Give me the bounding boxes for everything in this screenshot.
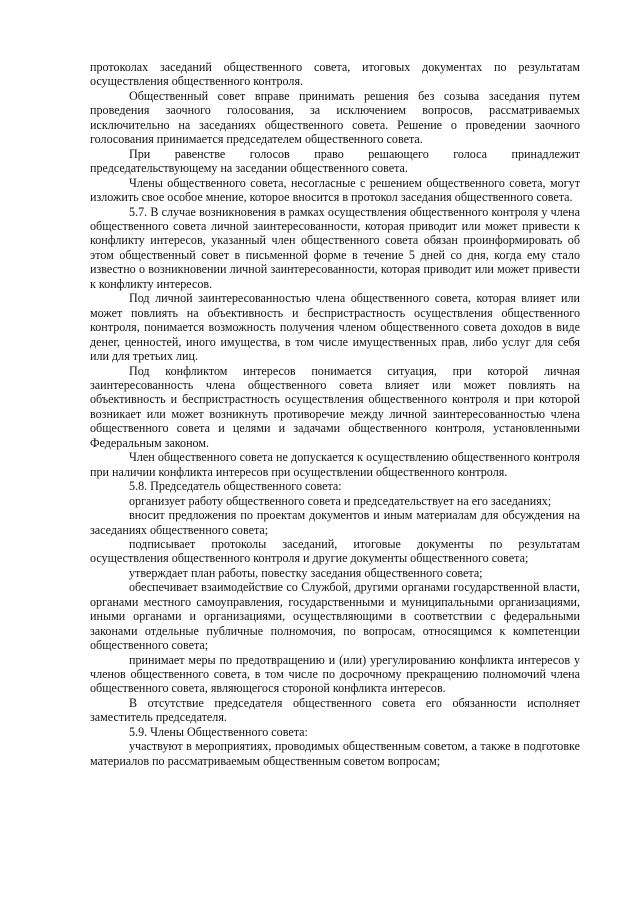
paragraph-5-9-members-heading: 5.9. Члены Общественного совета: xyxy=(129,724,308,739)
paragraph-conflict-of-interest-definition: Под конфликтом интересов понимается ситуация, при которой личная заинтересованность члена общественного совета влияет или может повлиять на объективность и беспристрастность осуществления общественного контроля и при которой возникает или может возникнуть противоречие между личной заинтересованностью члена общественного совета и целями и задачами общественного контроля, установленными Федеральным законом. xyxy=(90,363,580,450)
paragraph-chairman-interaction: обеспечивает взаимодействие со Службой, другими органами государственной власти, органами местного самоуправления, государственными и муниципальными организациями, иными органами и организациями, осуществляющими в соответствии с федеральными законами отдельные публичные полномочия, по вопросам, относящимся к компетенции общественного совета; xyxy=(90,580,580,653)
paragraph-chairman-proposals: вносит предложения по проектам документов и иным материалам для обсуждения на заседаниях общественного совета; xyxy=(90,508,580,537)
document-page xyxy=(90,60,580,768)
paragraph-absentee-voting: Общественный совет вправе принимать решения без созыва заседания путем проведения заочного голосования, за исключением вопросов, рассматриваемых исключительно на заседаниях общественного совета. Решение о проведении заочного голосования принимается председателем общественного совета. xyxy=(90,88,580,147)
paragraph-personal-interest-definition: Под личной заинтересованностью члена общественного совета, которая влияет или может повлиять на объективность и беспристрастность осуществления общественного контроля, понимается возможность получения членом общественного совета доходов в виде денег, ценностей, иного имущества, в том числе имущественных прав, либо услуг для себя или для третьих лиц. xyxy=(90,291,580,364)
paragraph-members-participate: участвуют в мероприятиях, проводимых общественным советом, а также в подготовке материалов по рассматриваемым общественным советом вопросам; xyxy=(90,739,580,768)
paragraph-equal-votes: При равенстве голосов право решающего голоса принадлежит председательствующему на заседании общественного совета. xyxy=(90,146,580,176)
paragraph-chairman-approves-plan: утверждает план работы, повестку заседания общественного совета; xyxy=(129,565,483,580)
paragraph-deputy-chairman: В отсутствие председателя общественного совета его обязанности исполняет заместитель председателя. xyxy=(90,695,580,725)
paragraph-chairman-organizes: организует работу общественного совета и председательствует на его заседаниях; xyxy=(129,493,552,508)
paragraph-chairman-conflict-measures: принимает меры по предотвращению и (или) урегулированию конфликта интересов у членов общественного совета, в том числе по досрочному прекращению полномочий члена общественного совета, являющегося стороной конфликта интересов. xyxy=(90,652,580,696)
paragraph-dissenting-opinion: Члены общественного совета, несогласные с решением общественного совета, могут изложить свое особое мнение, которое вносится в протокол заседания общественного совета. xyxy=(90,175,580,205)
paragraph-5-8-chairman-heading: 5.8. Председатель общественного совета: xyxy=(129,479,342,494)
paragraph-member-not-admitted: Член общественного совета не допускается к осуществлению общественного контроля при наличии конфликта интересов при осуществлении общественного контроля. xyxy=(90,450,580,479)
paragraph-council-protocols-continuation: протоколах заседаний общественного совета, итоговых документах по результатам осуществления общественного контроля. xyxy=(90,60,580,89)
paragraph-5-7-conflict-notice: 5.7. В случае возникновения в рамках осуществления общественного контроля у члена общественного совета личной заинтересованности, которая приводит или может привести к конфликту интересов, указанный член общественного совета обязан проинформировать об этом общественный совет в письменной форме в течение 5 дней со дня, когда ему стало известно о возникновении личной заинтересованности, которая приводит или может привести к конфликту интересов. xyxy=(90,204,580,291)
paragraph-chairman-signs: подписывает протоколы заседаний, итоговые документы по результатам осуществления общественного контроля и другие документы общественного совета; xyxy=(90,536,580,566)
